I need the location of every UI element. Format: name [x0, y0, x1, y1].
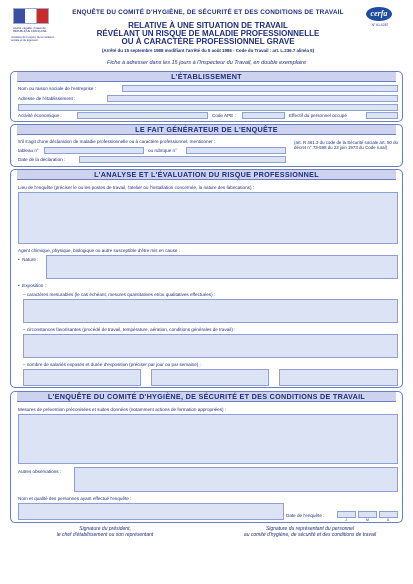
date-month-box[interactable]	[358, 511, 377, 518]
effectif-field[interactable]	[366, 112, 398, 119]
exposition-text: Exposition :	[22, 283, 46, 288]
nom-field[interactable]	[122, 85, 398, 92]
mesures-label: Mesures de prévention préconisées et suites données (notamment actions de formation appropriées) :	[18, 407, 227, 412]
observations-field[interactable]	[74, 467, 398, 492]
bullet-icon: •	[18, 257, 23, 262]
section-enquete	[10, 391, 403, 523]
date-enquete-label: Date de l'enquête :	[286, 513, 325, 518]
nature-label	[18, 257, 39, 262]
date-declaration-field[interactable]	[79, 156, 286, 163]
nom-label: Nom ou raison sociale de l'entreprise :	[18, 86, 96, 91]
circonstances-field[interactable]	[23, 334, 398, 358]
adresse-field-2[interactable]	[18, 104, 398, 111]
lieu-field[interactable]	[18, 192, 398, 244]
republique-francaise-logo	[13, 8, 53, 58]
date-day-letter: J	[345, 518, 347, 522]
caracteres-field[interactable]	[23, 299, 398, 323]
section-fait-generateur	[10, 124, 403, 167]
agent-label: Agent chimique, physique, biologique ou autre susceptible d'être mis en cause :	[18, 248, 181, 253]
date-enquete-field	[337, 511, 399, 521]
salaries-field-3[interactable]	[279, 369, 398, 386]
circonstances-label: – circonstances favorisantes (procédé de travail, température, aération, conditions générales de travail) :	[23, 327, 236, 332]
reference-note: (art. R 461.3 du code de la Sécurité sociale art. 50 du décret n° 73-598 du 23 juin 1973 du Code rural)	[294, 140, 398, 151]
code-ape-label: Code APE :	[212, 113, 236, 118]
lieu-label: Lieu de l'enquête (préciser le ou les postes de travail, l'atelier ou l'installation concernée, la nature des fabrications) :	[18, 185, 255, 190]
nature-field[interactable]	[46, 255, 398, 279]
ministry-label: ministère de l'emploi, de la cohésion sociale et du logement	[11, 36, 55, 43]
signature-president: Signature du président, le chef d'établissement ou son représentant	[56, 526, 154, 538]
salaries-field-2[interactable]	[151, 369, 269, 386]
date-month-letter: M	[366, 518, 369, 522]
cerfa-number: N° 61-0287	[371, 23, 389, 27]
header-top-line: ENQUÊTE DU COMITÉ D'HYGIÈNE, DE SÉCURITÉ ET DES CONDITIONS DE TRAVAIL	[72, 9, 344, 16]
section-title: L'ANALYSE ET L'ÉVALUATION DU RISQUE PROFESSIONNEL	[17, 170, 396, 180]
activite-label: Activité économique :	[18, 113, 62, 118]
cerfa-logo: cerfa	[366, 7, 392, 21]
tableau-label: tableau n°	[18, 148, 39, 153]
title-line-1: RELATIVE À UNE SITUATION DE TRAVAIL	[128, 21, 288, 30]
salaries-field-1[interactable]	[23, 369, 141, 386]
section-etablissement	[10, 71, 403, 122]
signature-representant: Signature du représentant du personnel au comité d'hygiène, de sécurité et des conditions de travail	[243, 526, 377, 538]
title-line-3: OU À CARACTÈRE PROFESSIONNEL GRAVE	[121, 37, 295, 47]
form-title	[58, 22, 358, 47]
bullet-icon: •	[18, 283, 23, 288]
adresse-label: Adresse de l'établissement :	[18, 96, 76, 101]
adresse-field[interactable]	[107, 95, 398, 102]
activite-field[interactable]	[77, 112, 208, 119]
date-day-box[interactable]	[337, 511, 356, 518]
date-year-box[interactable]	[379, 511, 398, 518]
mesures-field[interactable]	[18, 414, 398, 464]
personnes-label: Nom et qualité des personnes ayant effectué l'enquête :	[18, 496, 132, 501]
caracteres-label: – caractères mesurables (le cas échéant, mesures quantitatives et/ou qualitatives effectuées) :	[23, 292, 216, 297]
section-analyse	[10, 169, 403, 388]
section-title: L'ENQUÊTE DU COMITÉ D'HYGIÈNE, DE SÉCURITÉ ET DES CONDITIONS DE TRAVAIL	[17, 392, 396, 402]
instruction-text: Fiche à adresser dans les 15 jours à l'Inspecteur du Travail, en double exemplaire	[106, 60, 307, 66]
code-ape-field[interactable]	[242, 112, 285, 119]
emblem-text: Liberté • Égalité • Fraternité RÉPUBLIQUE FRANÇAISE	[13, 27, 47, 34]
rubrique-field[interactable]	[186, 147, 286, 154]
nature-text: Nature :	[22, 257, 39, 262]
marianne-emblem-icon	[13, 8, 49, 24]
decree-reference: (Arrêté du 15 septembre 1988 modifiant l'arrêté du 5 août 1986 - Code du Travail : art. L.236.7 alinéa 5)	[101, 48, 315, 53]
effectif-label: Effectif du personnel occupé	[289, 113, 347, 118]
declaration-label: S'il s'agit d'une déclaration de maladie professionnelle ou à caractère professionnel, mentionner :	[18, 139, 216, 144]
personnes-field[interactable]	[18, 503, 284, 520]
salaries-label: – nombre de salariés exposés et durée d'exposition (préciser par jour ou par semaine) :	[23, 362, 201, 367]
title-line-2: RÉVÉLANT UN RISQUE DE MALADIE PROFESSIONNELLE	[96, 29, 320, 39]
section-title: LE FAIT GÉNÉRATEUR DE L'ENQUÊTE	[17, 125, 396, 135]
observations-label: Autres observations :	[18, 469, 62, 474]
tableau-field[interactable]	[44, 147, 144, 154]
date-declaration-label: Date de la déclaration :	[18, 157, 66, 162]
date-year-letter: A	[387, 518, 390, 522]
exposition-label	[18, 283, 46, 288]
section-title: L'ÉTABLISSEMENT	[17, 72, 396, 82]
rubrique-label: ou rubrique n°	[148, 148, 177, 153]
